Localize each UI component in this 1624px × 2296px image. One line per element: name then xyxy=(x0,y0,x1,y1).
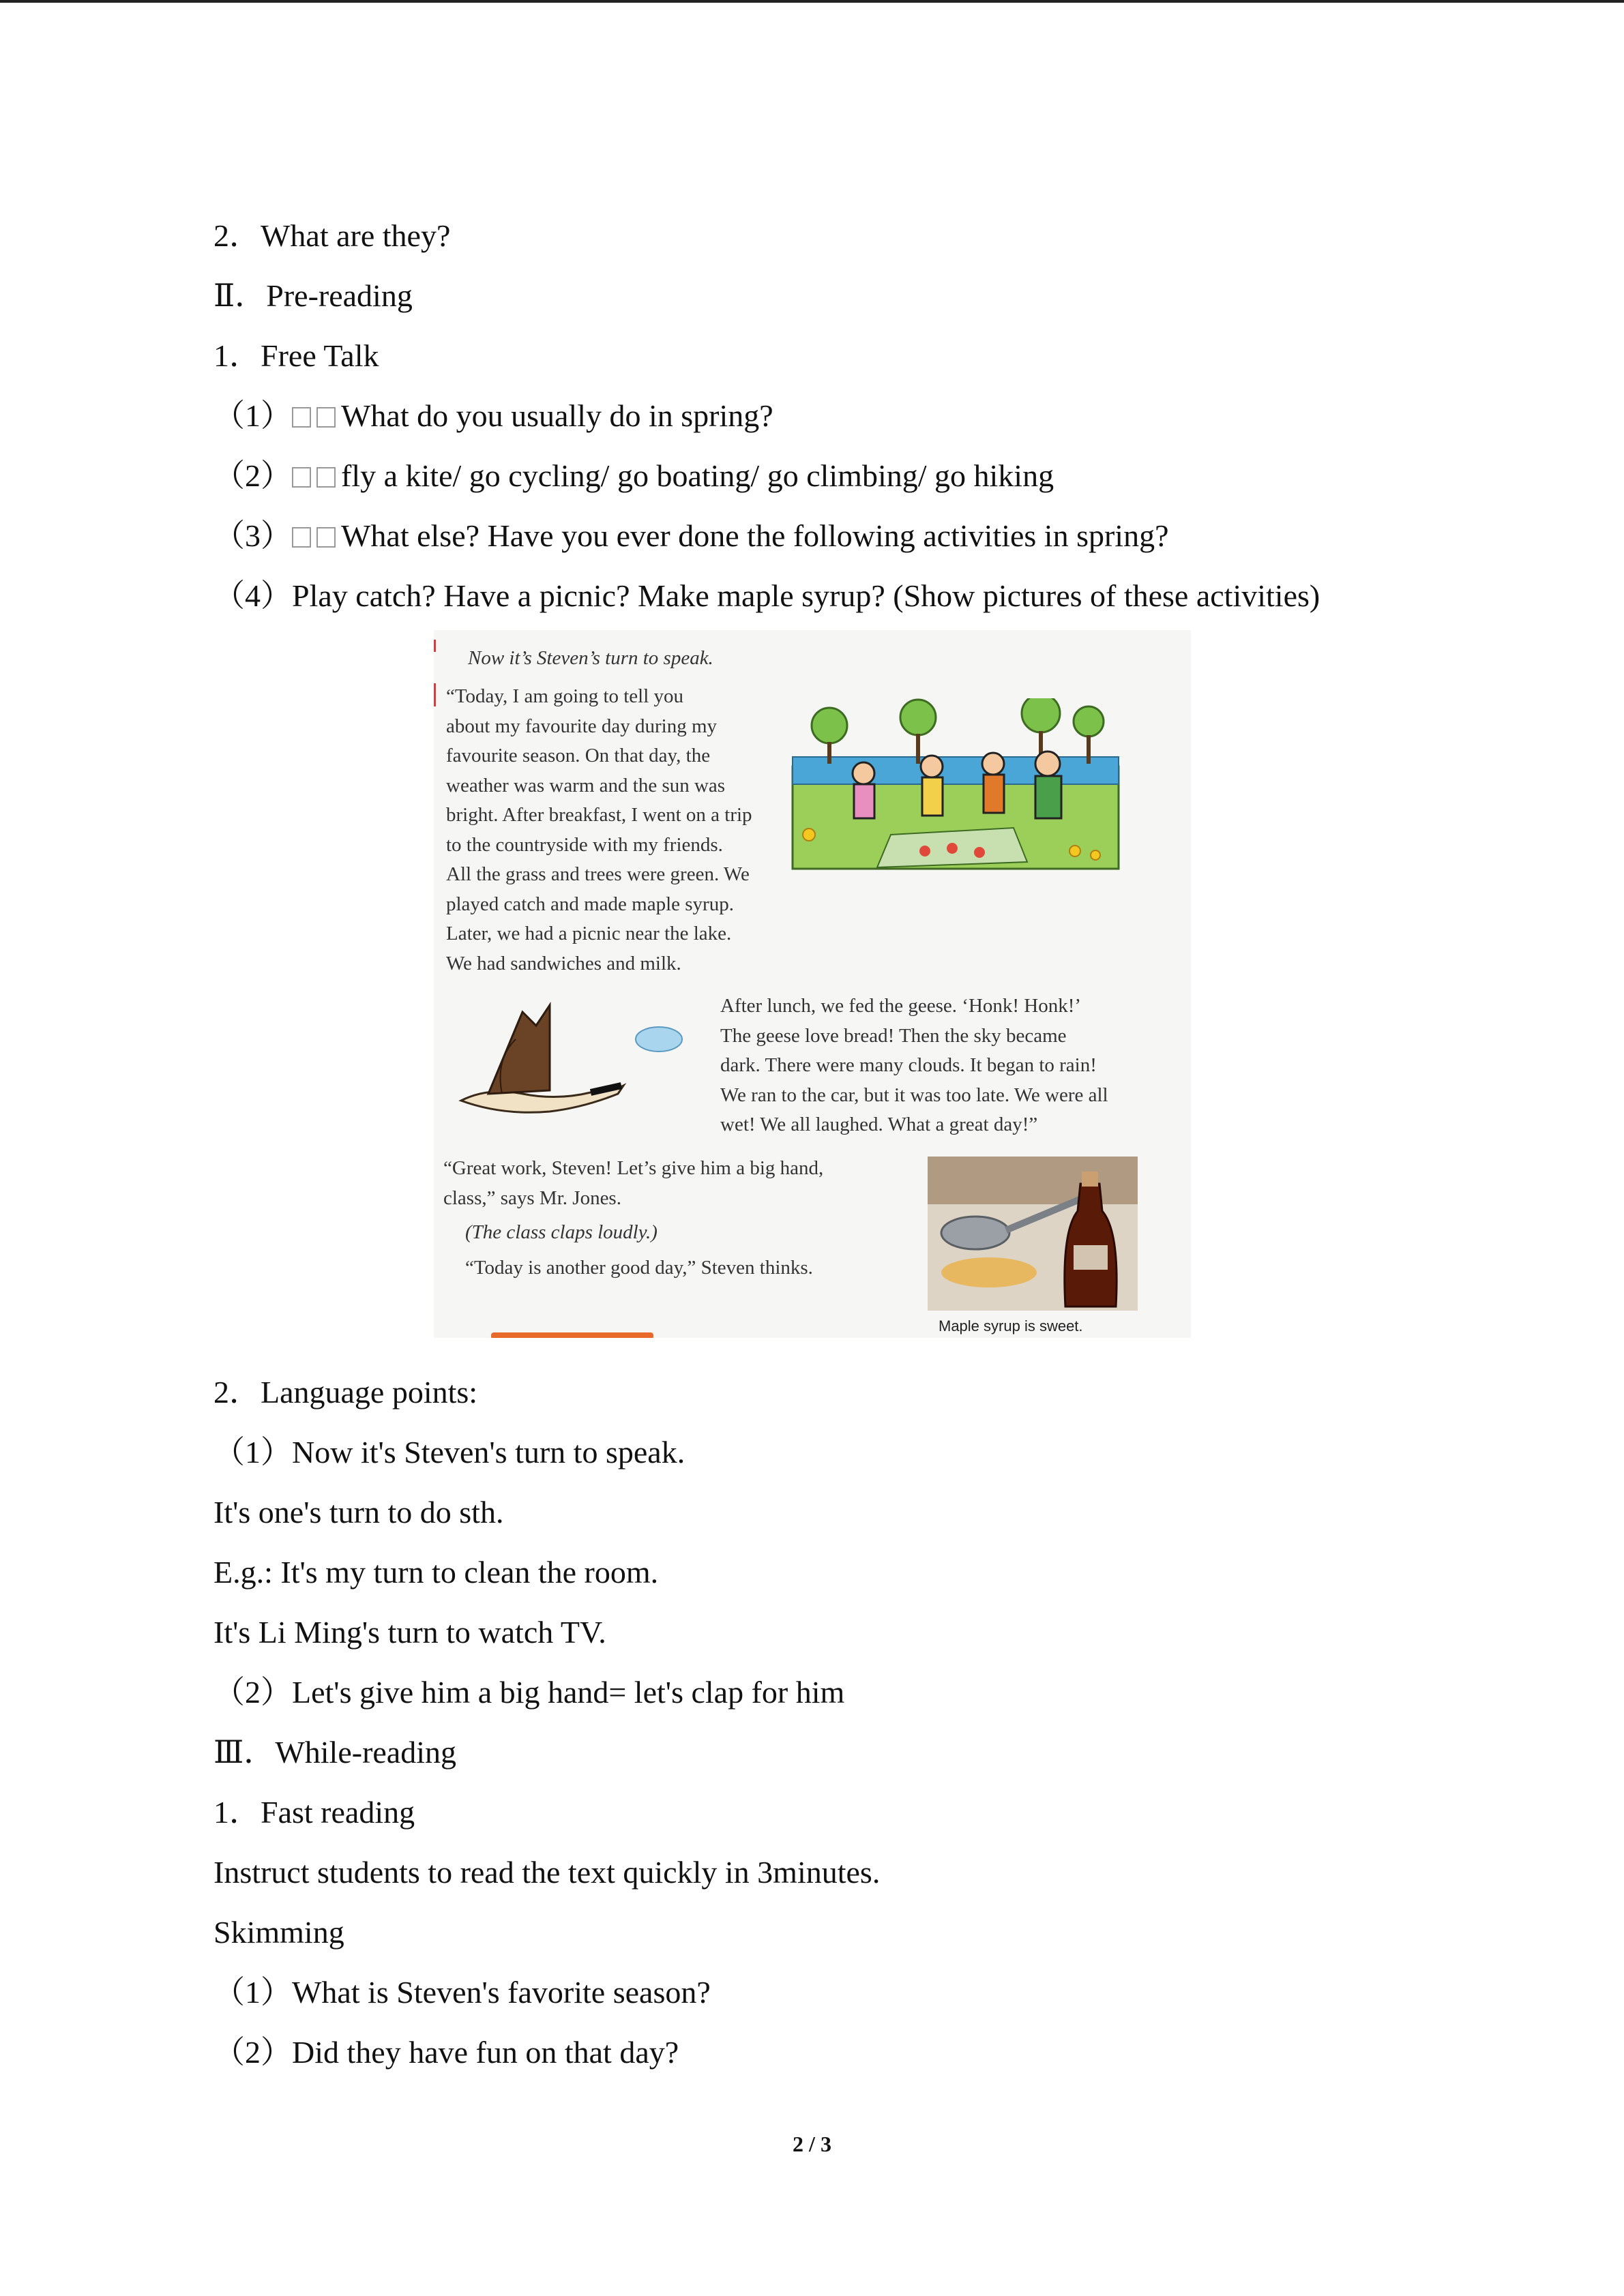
placeholder-box xyxy=(316,407,336,428)
top-rule xyxy=(0,0,1624,3)
placeholder-box xyxy=(292,467,311,488)
free-talk-item-4: （4）Play catch? Have a picnic? Make maple syrup? (Show pictures of these activities) xyxy=(213,578,1320,613)
item-text: What else? Have you ever done the following activities in spring? xyxy=(341,518,1169,553)
placeholder-box xyxy=(292,527,311,548)
skimming-question-1: （1）What is Steven's favorite season? xyxy=(213,1975,711,2010)
figure-paragraph-4: “Today is another good day,” Steven thinks. xyxy=(465,1257,813,1279)
figure-stage-direction: (The class claps loudly.) xyxy=(465,1221,658,1243)
photo-caption: Maple syrup is sweet. xyxy=(939,1317,1083,1335)
margin-mark xyxy=(434,640,436,652)
figure-paragraph-3: “Great work, Steven! Let’s give him a big hand, class,” says Mr. Jones. xyxy=(443,1157,824,1209)
free-talk-item-1 xyxy=(213,397,773,435)
language-point-1: （1）Now it's Steven's turn to speak. xyxy=(213,1435,685,1470)
orange-bar xyxy=(491,1332,653,1338)
textbook-figure xyxy=(434,630,1191,1338)
section-pre-reading: Ⅱ．Pre-reading xyxy=(213,278,413,313)
pattern-line: It's one's turn to do sth. xyxy=(213,1495,504,1530)
instruction-line: Instruct students to read the text quickly in 3minutes. xyxy=(213,1855,881,1890)
example-line-2: It's Li Ming's turn to watch TV. xyxy=(213,1615,606,1650)
goose-illustration xyxy=(447,998,686,1121)
margin-mark xyxy=(434,683,436,706)
placeholder-box xyxy=(316,527,336,548)
figure-paragraph-1: “Today, I am going to tell you about my favourite day during my favourite season. On that day, the weather was warm and the sun was bright. After breakfast, I went on a trip to the countryside with my friends. All the grass and trees were green. We played catch and made maple syrup. Later, we had a picnic near the lake. We had sandwiches and milk. xyxy=(446,685,752,974)
item-number: （3） xyxy=(213,518,292,553)
question-what-are-they: 2．What are they? xyxy=(213,218,451,253)
skimming-heading: Skimming xyxy=(213,1915,344,1950)
free-talk-item-2 xyxy=(213,457,1054,495)
page-number: 2 / 3 xyxy=(793,2132,831,2156)
free-talk-heading: 1．Free Talk xyxy=(213,338,379,373)
free-talk-item-3 xyxy=(213,517,1169,555)
placeholder-box xyxy=(292,407,311,428)
example-line-1: E.g.: It's my turn to clean the room. xyxy=(213,1555,659,1590)
item-text: fly a kite/ go cycling/ go boating/ go climbing/ go hiking xyxy=(341,458,1054,493)
section-while-reading: Ⅲ．While-reading xyxy=(213,1735,457,1770)
placeholder-box xyxy=(316,467,336,488)
item-number: （2） xyxy=(213,458,292,493)
figure-intro: Now it’s Steven’s turn to speak. xyxy=(468,647,713,669)
fast-reading-heading: 1．Fast reading xyxy=(213,1795,415,1830)
item-number: （1） xyxy=(213,398,292,433)
picnic-illustration xyxy=(788,698,1123,876)
skimming-question-2: （2）Did they have fun on that day? xyxy=(213,2035,679,2070)
maple-syrup-photo xyxy=(928,1157,1138,1311)
language-points-heading: 2．Language points: xyxy=(213,1375,478,1410)
language-point-2: （2）Let's give him a big hand= let's clap for him xyxy=(213,1675,845,1710)
figure-paragraph-2: After lunch, we fed the geese. ‘Honk! Honk!’ The geese love bread! Then the sky became dark. There were many clouds. It began to rain! We ran to the car, but it was too late. We were all wet! We all laughed. What a great day!” xyxy=(720,995,1108,1135)
item-text: What do you usually do in spring? xyxy=(341,398,773,433)
